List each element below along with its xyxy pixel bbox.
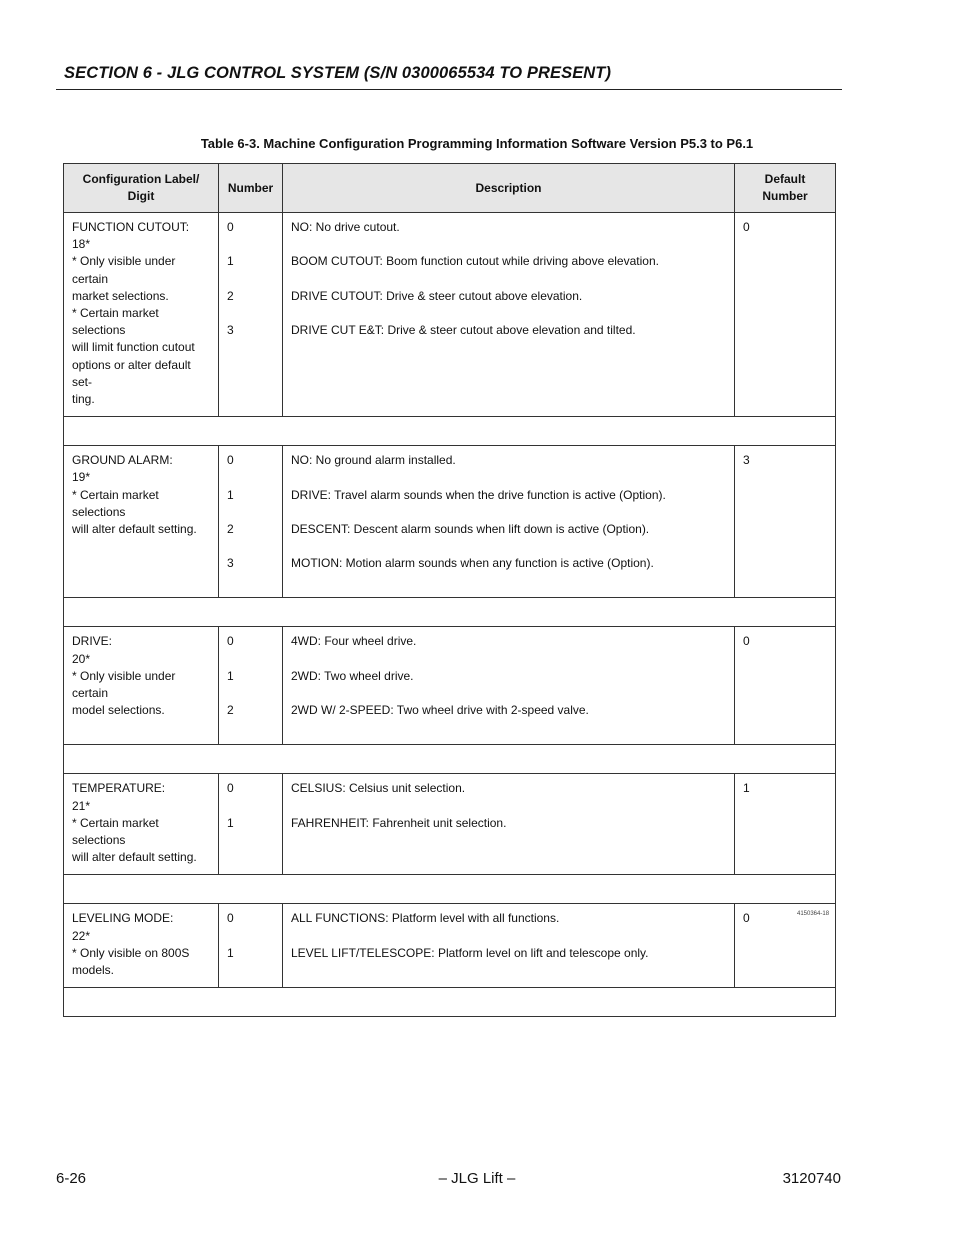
- option-number: 0: [227, 453, 234, 468]
- column-header-default-line2: Number: [762, 189, 808, 203]
- option-description: 2WD W/ 2-SPEED: Two wheel drive with 2-speed valve.: [291, 703, 589, 718]
- option-number: 3: [227, 322, 234, 337]
- default-number-cell: [735, 213, 836, 417]
- description-cell: [283, 213, 735, 417]
- config-label-line: will limit function cutout: [72, 340, 195, 355]
- config-label-line: 18*: [72, 237, 91, 252]
- column-header-default: [735, 164, 836, 213]
- number-cell: [219, 446, 283, 598]
- option-description: MOTION: Motion alarm sounds when any function is active (Option).: [291, 556, 654, 571]
- description-cell: [283, 904, 735, 988]
- config-label-line: * Certain market selections: [72, 815, 159, 847]
- option-number: 0: [227, 911, 234, 926]
- option-description: CELSIUS: Celsius unit selection.: [291, 781, 466, 796]
- table-row: [64, 904, 836, 988]
- number-cell: [219, 213, 283, 417]
- table-header-row: [64, 164, 836, 213]
- number-cell: [219, 904, 283, 988]
- config-label-line: * Certain market selections: [72, 306, 159, 338]
- table-spacer-cell: [64, 988, 836, 1017]
- number-cell: [219, 774, 283, 875]
- table-caption: Table 6-3. Machine Configuration Programming Information Software Version P5.3 to P6.1: [200, 136, 754, 151]
- option-number: 3: [227, 556, 234, 571]
- table-spacer-cell: [64, 417, 836, 446]
- table-spacer-cell: [64, 598, 836, 627]
- column-header-label-line1: Configuration Label/: [82, 172, 200, 186]
- page-number: 6-26: [56, 1170, 87, 1187]
- config-label-line: 21*: [72, 798, 91, 813]
- table-spacer-row: [64, 598, 836, 627]
- config-label-cell: [64, 904, 219, 988]
- config-label-line: * Only visible under certain: [72, 254, 176, 286]
- column-header-number: Number: [219, 164, 283, 213]
- option-description: NO: No ground alarm installed.: [291, 453, 456, 468]
- default-number: 0: [743, 634, 750, 649]
- section-title: SECTION 6 - JLG CONTROL SYSTEM (S/N 0300065534 TO PRESENT): [64, 64, 612, 82]
- default-number: 0: [743, 220, 750, 234]
- config-label-line: TEMPERATURE:: [72, 781, 166, 796]
- default-number: 1: [743, 781, 750, 796]
- table-body: [64, 213, 836, 1017]
- table-spacer-row: [64, 875, 836, 904]
- header-divider: [56, 89, 842, 90]
- table-spacer-row: [64, 988, 836, 1017]
- config-label-line: 22*: [72, 928, 91, 943]
- option-description: DESCENT: Descent alarm sounds when lift down is active (Option).: [291, 521, 650, 536]
- option-number: 0: [227, 220, 234, 234]
- column-header-label: [64, 164, 219, 213]
- config-label-line: will alter default setting.: [72, 850, 197, 865]
- configuration-table: [63, 163, 836, 1017]
- default-number-cell: [735, 446, 836, 598]
- table-spacer-row: [64, 417, 836, 446]
- option-description: DRIVE CUT E&T: Drive & steer cutout above elevation and tilted.: [291, 322, 636, 337]
- config-label-line: models.: [72, 962, 115, 977]
- config-label-line: will alter default setting.: [72, 522, 197, 537]
- config-label-cell: [64, 774, 219, 875]
- option-number: 2: [227, 521, 234, 536]
- option-number: 2: [227, 288, 234, 303]
- description-cell: [283, 627, 735, 745]
- column-header-label-line2: Digit: [127, 189, 155, 203]
- config-label-line: LEVELING MODE:: [72, 911, 174, 926]
- table-spacer-cell: [64, 875, 836, 904]
- option-number: 1: [227, 254, 234, 269]
- option-description: LEVEL LIFT/TELESCOPE: Platform level on lift and telescope only.: [291, 945, 649, 960]
- option-description: BOOM CUTOUT: Boom function cutout while driving above elevation.: [291, 254, 659, 269]
- table-row: [64, 774, 836, 875]
- config-label-line: * Only visible under certain: [72, 668, 176, 701]
- config-label-line: * Only visible on 800S: [72, 945, 190, 960]
- option-number: 0: [227, 781, 234, 796]
- table-spacer-row: [64, 745, 836, 774]
- table-spacer-cell: [64, 745, 836, 774]
- option-description: 2WD: Two wheel drive.: [291, 668, 414, 683]
- option-number: 1: [227, 668, 234, 683]
- option-number: 1: [227, 487, 234, 502]
- footer-brand: – JLG Lift –: [438, 1170, 516, 1187]
- table-row: [64, 627, 836, 745]
- config-label-line: ting.: [72, 392, 95, 407]
- config-label-line: model selections.: [72, 703, 165, 718]
- option-description: FAHRENHEIT: Fahrenheit unit selection.: [291, 815, 507, 830]
- default-number-cell: [735, 774, 836, 875]
- option-number: 1: [227, 815, 234, 830]
- number-cell: [219, 627, 283, 745]
- option-number: 1: [227, 945, 234, 960]
- config-label-line: 20*: [72, 651, 91, 666]
- table-row: [64, 213, 836, 417]
- option-number: 0: [227, 634, 234, 649]
- option-description: DRIVE: Travel alarm sounds when the drive function is active (Option).: [291, 487, 666, 502]
- table-row: [64, 446, 836, 598]
- config-label-cell: [64, 213, 219, 417]
- description-cell: [283, 446, 735, 598]
- default-number-cell: [735, 627, 836, 745]
- option-description: NO: No drive cutout.: [291, 220, 400, 234]
- default-number: 0: [743, 911, 750, 926]
- description-cell: [283, 774, 735, 875]
- column-header-description: Description: [283, 164, 735, 213]
- default-number: 3: [743, 453, 750, 468]
- config-label-line: FUNCTION CUTOUT:: [72, 220, 190, 234]
- option-description: 4WD: Four wheel drive.: [291, 634, 417, 649]
- option-description: DRIVE CUTOUT: Drive & steer cutout above elevation.: [291, 288, 583, 303]
- config-label-line: GROUND ALARM:: [72, 453, 173, 468]
- document-number: 3120740: [782, 1170, 841, 1187]
- config-label-line: DRIVE:: [72, 634, 113, 649]
- option-number: 2: [227, 703, 234, 718]
- config-label-cell: [64, 627, 219, 745]
- config-label-cell: [64, 446, 219, 598]
- figure-id: 4150364-18: [797, 911, 830, 917]
- config-label-line: options or alter default set-: [72, 357, 191, 389]
- config-label-line: * Certain market selections: [72, 487, 159, 519]
- config-label-line: 19*: [72, 470, 91, 485]
- config-label-line: market selections.: [72, 288, 169, 303]
- column-header-default-line1: Default: [764, 172, 806, 186]
- option-description: ALL FUNCTIONS: Platform level with all functions.: [291, 911, 560, 926]
